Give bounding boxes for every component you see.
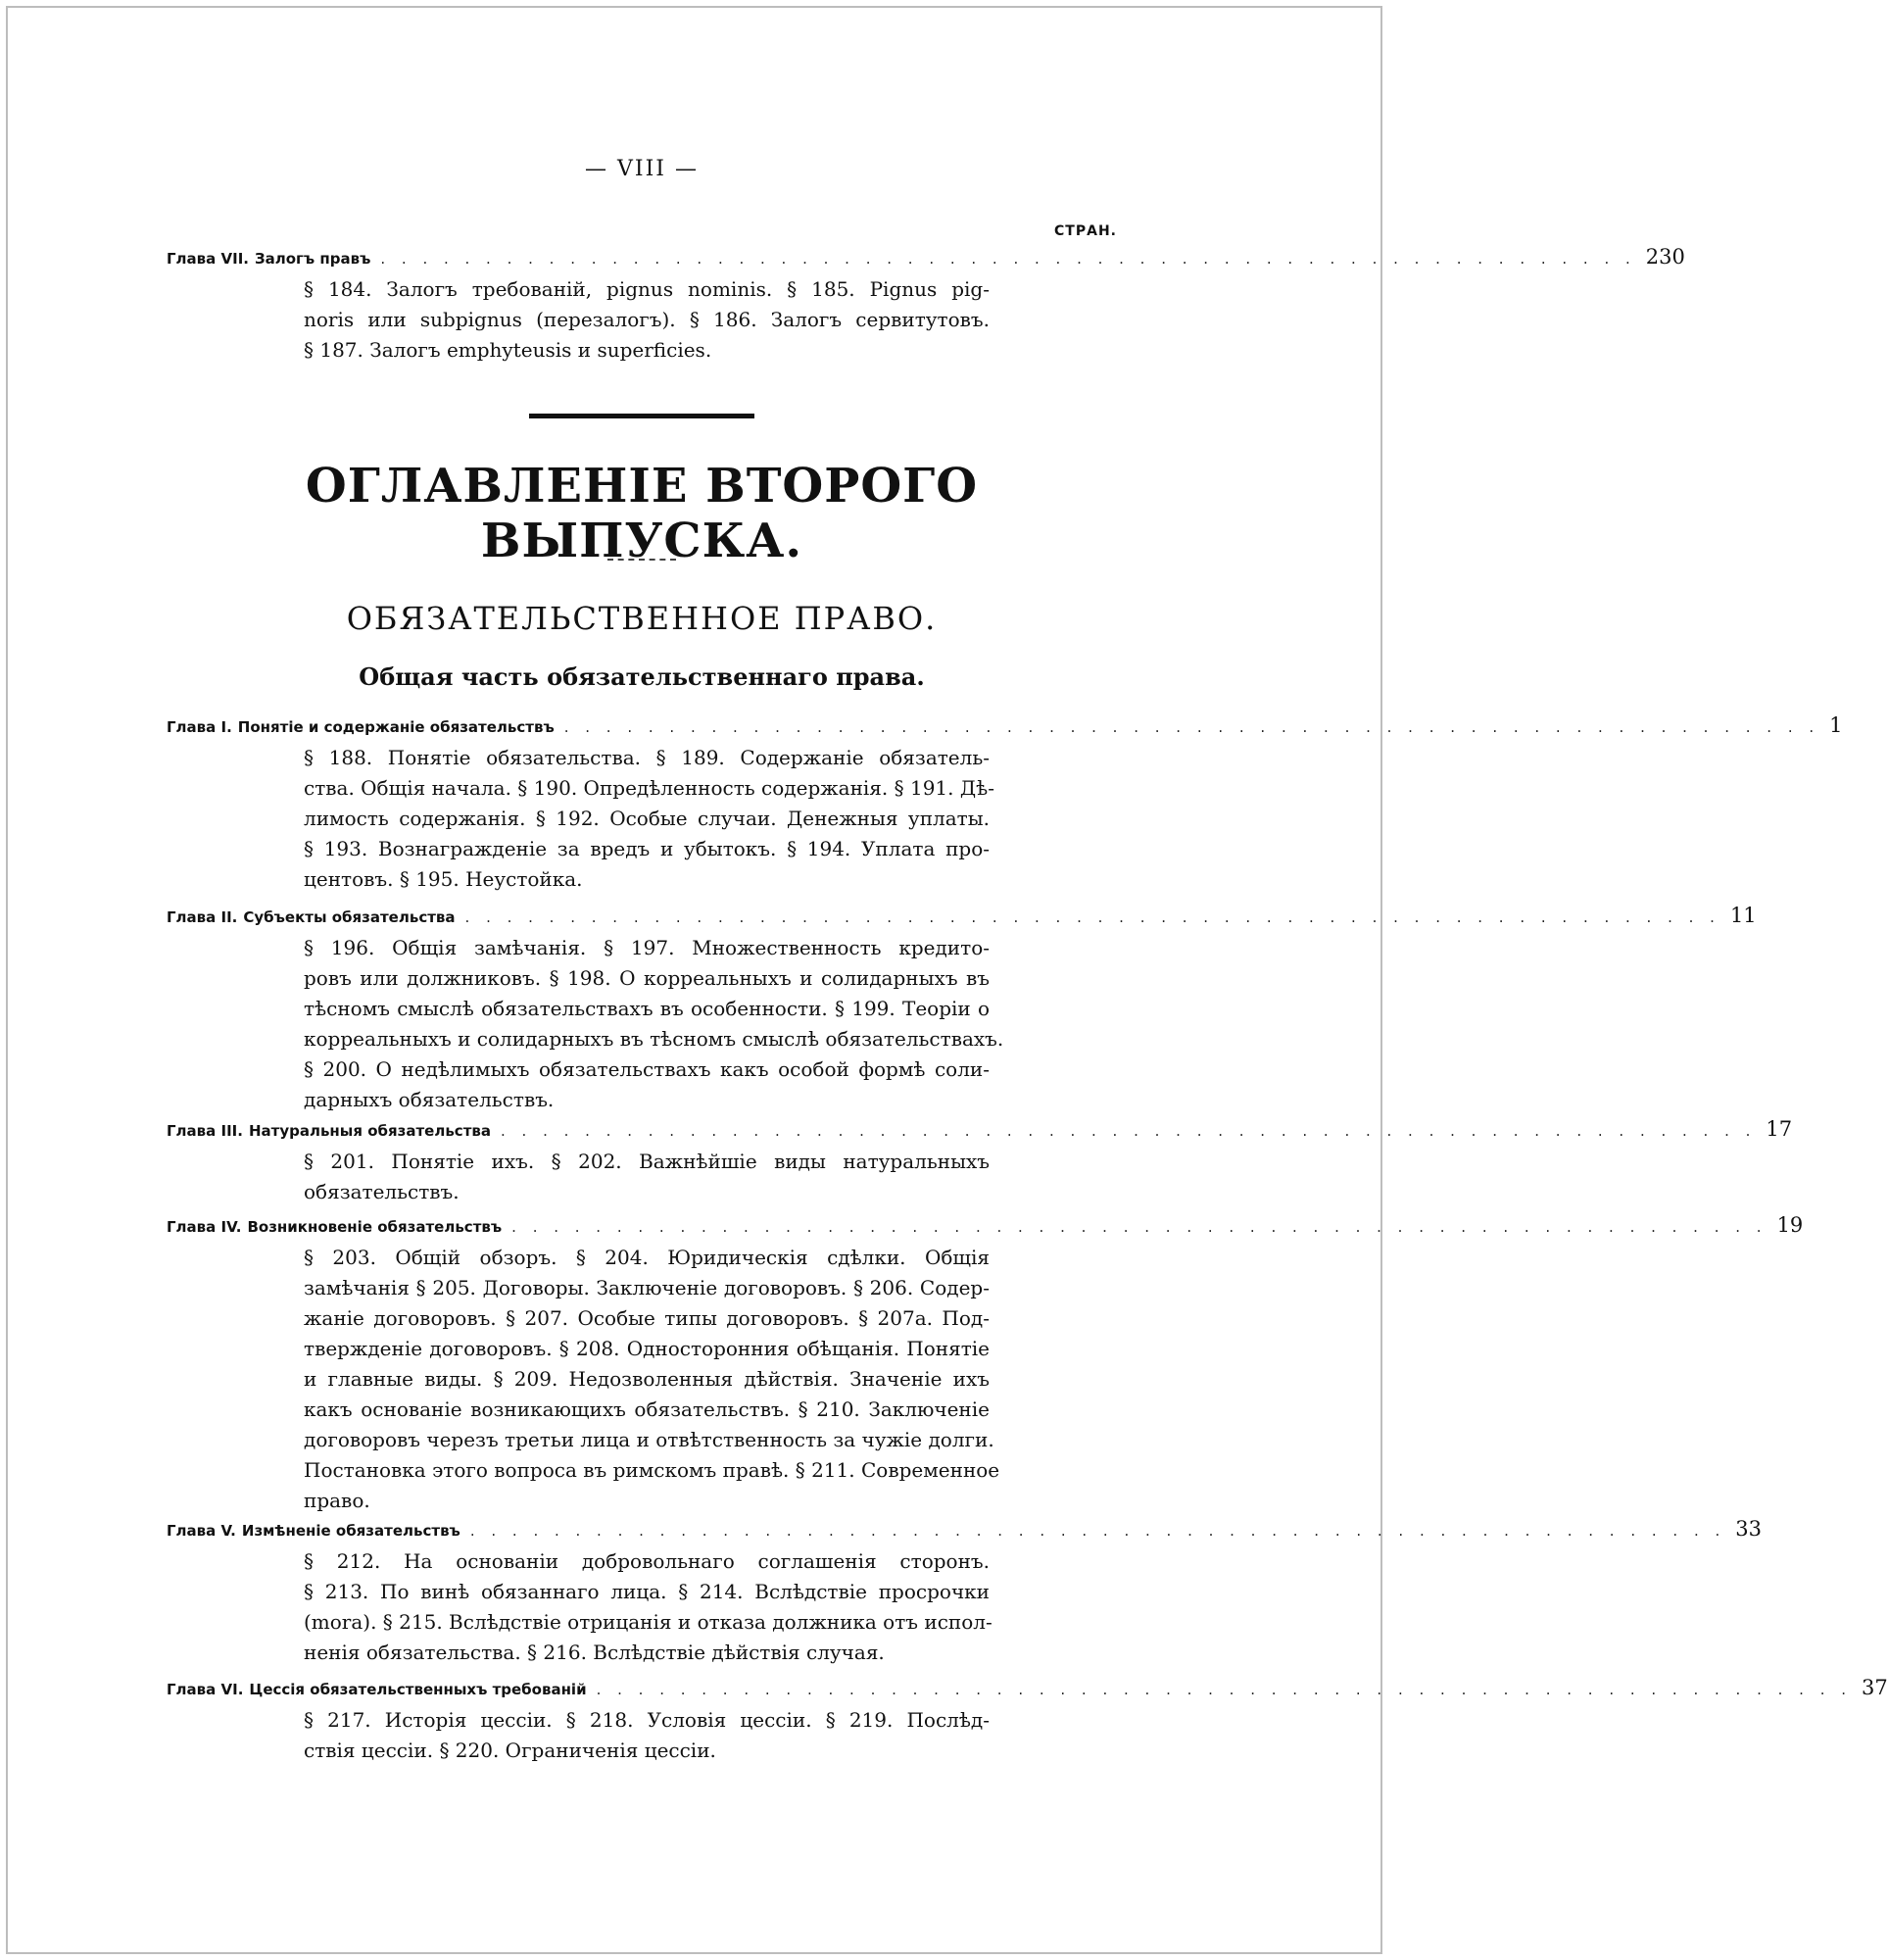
chapter-label: Глава VII. (167, 250, 249, 268)
document-page (167, 0, 1888, 1960)
chapter-page-number: 17 (1766, 1117, 1793, 1141)
toc-entry (167, 1517, 1762, 1668)
chapter-label: Глава I. (167, 718, 232, 736)
contents-line: § 217. Исторія цессіи. § 218. Условія цессіи. § 219. Послѣд- (304, 1708, 990, 1732)
chapter-label: Глава VI. (167, 1681, 244, 1698)
page-number: — VIII — (585, 157, 699, 181)
contents-line: лимость содержанія. § 192. Особые случаи. Денежныя уплаты. (304, 807, 990, 830)
contents-line: § 212. На основаніи добровольнаго соглашенія сторонъ. (304, 1549, 990, 1573)
contents-line: § 213. По винѣ обязаннаго лица. § 214. Вслѣдствіе просрочки (304, 1580, 990, 1603)
contents-line: корреальныхъ и солидарныхъ въ тѣсномъ смыслѣ обязательствахъ. (304, 1027, 1004, 1051)
chapter-title: Понятіе и содержаніе обязательствъ (237, 718, 555, 736)
toc-entry-glava-vii (167, 245, 1685, 366)
contents-line: тѣсномъ смыслѣ обязательствахъ въ особенности. § 199. Теоріи о (304, 997, 990, 1020)
contents-line: § 196. Общія замѣчанія. § 197. Множественность кредито- (304, 936, 990, 959)
contents-line: центовъ. § 195. Неустойка. (304, 867, 583, 891)
contents-line: какъ основаніе возникающихъ обязательствъ. § 210. Заключеніе (304, 1397, 990, 1421)
toc-entry (167, 1213, 1804, 1516)
toc-entry-heading (167, 245, 1685, 274)
toc-entry-heading (167, 713, 1843, 743)
contents-line: дарныхъ обязательствъ. (304, 1088, 555, 1111)
contents-line: § 184. Залогъ требованій, pignus nominis. § 185. Pignus pig- (304, 277, 990, 301)
contents-line: ровъ или должниковъ. § 198. О корреальныхъ и солидарныхъ въ (304, 966, 990, 990)
chapter-title: Субъекты обязательства (243, 908, 456, 926)
contents-line: § 188. Понятіе обязательства. § 189. Содержаніе обязатель- (304, 746, 990, 769)
chapter-title: Возникновеніе обязательствъ (247, 1218, 503, 1236)
contents-line: § 193. Вознагражденіе за вредъ и убытокъ. § 194. Уплата про- (304, 837, 990, 860)
chapter-title: Измѣненіе обязательствъ (241, 1522, 460, 1540)
chapter-page-number: 11 (1729, 904, 1757, 927)
contents-line: договоровъ черезъ третьи лица и отвѣтственность за чужіе долги. (304, 1428, 994, 1451)
toc-entry-heading (167, 1517, 1762, 1546)
dot-leader: . . . . . . . . . . . . . . . . . . . . . . . . . . . . . . . . . . . . . . . . . . . . . . . . . . . . . . . . . . . . (501, 1122, 1757, 1140)
dot-leader: . . . . . . . . . . . . . . . . . . . . . . . . . . . . . . . . . . . . . . . . . . . . . . . . . . . . . . . . . . . . (464, 908, 1720, 926)
chapter-page-number: 19 (1776, 1213, 1804, 1237)
toc-entry (167, 1117, 1793, 1207)
toc-entry (167, 713, 1843, 895)
contents-line: § 203. Общій обзоръ. § 204. Юридическія сдѣлки. Общія (304, 1246, 990, 1269)
contents-line: (mora). § 215. Вслѣдствіе отрицанія и отказа должника отъ испол- (304, 1610, 992, 1634)
chapter-title: Залогъ правъ (254, 250, 371, 268)
chapter-contents (304, 274, 990, 366)
contents-line: Постановка этого вопроса въ римскомъ правѣ. § 211. Современное (304, 1458, 1000, 1482)
chapter-contents (304, 933, 1004, 1115)
chapter-contents (304, 743, 994, 895)
contents-line: замѣчанія § 205. Договоры. Заключеніе договоровъ. § 206. Содер- (304, 1276, 990, 1299)
toc-entry (167, 1676, 1888, 1766)
contents-line: noris или subpignus (перезалогъ). § 186. Залогъ сервитутовъ. (304, 308, 990, 331)
section-divider-rule (529, 414, 754, 418)
chapter-page-number: 230 (1645, 245, 1685, 269)
contents-line: жаніе договоровъ. § 207. Особые типы договоровъ. § 207а. Под- (304, 1306, 990, 1330)
page-column-header: СТРАН. (1054, 223, 1117, 239)
chapter-label: Глава II. (167, 908, 238, 926)
dot-leader: . . . . . . . . . . . . . . . . . . . . . . . . . . . . . . . . . . . . . . . . . . . . . . . . . . . . . . . . . . . . (469, 1522, 1726, 1540)
toc-entry-heading (167, 1117, 1793, 1147)
chapter-contents (304, 1705, 990, 1766)
page-title: ОГЛАВЛЕНІЕ ВТОРОГО ВЫПУСКА. (305, 459, 979, 568)
contents-line: и главные виды. § 209. Недозволенныя дѣйствія. Значеніе ихъ (304, 1367, 990, 1391)
contents-line: ства. Общія начала. § 190. Опредѣленность содержанія. § 191. Дѣ- (304, 776, 994, 800)
chapter-title: Натуральныя обязательства (248, 1122, 491, 1140)
contents-line: § 201. Понятіе ихъ. § 202. Важнѣйшіе виды натуральныхъ (304, 1150, 990, 1173)
chapter-contents (304, 1147, 990, 1207)
toc-entry (167, 904, 1757, 1115)
toc-entry-heading (167, 904, 1757, 933)
chapter-page-number: 37 (1862, 1676, 1888, 1699)
chapter-title: Цессія обязательственныхъ требованій (249, 1681, 587, 1698)
dot-leader: . . . . . . . . . . . . . . . . . . . . . . . . . . . . . . . . . . . . . . . . . . . . . . . . . . . . . . . . . . . . (596, 1681, 1852, 1698)
contents-line: обязательствъ. (304, 1180, 460, 1203)
chapter-page-number: 1 (1829, 713, 1843, 737)
contents-line: ненія обязательства. § 216. Вслѣдствіе дѣйствія случая. (304, 1641, 885, 1664)
title-ornament (607, 559, 676, 563)
chapter-contents (304, 1243, 1000, 1516)
chapter-contents (304, 1546, 990, 1668)
contents-line: § 200. О недѣлимыхъ обязательствахъ какъ особой формѣ соли- (304, 1057, 990, 1081)
contents-line: ствія цессіи. § 220. Ограниченія цессіи. (304, 1739, 716, 1762)
chapter-label: Глава V. (167, 1522, 236, 1540)
section-title: ОБЯЗАТЕЛЬСТВЕННОЕ ПРАВО. (346, 600, 938, 637)
contents-line: право. (304, 1489, 370, 1512)
contents-line: § 187. Залогъ emphyteusis и superficies. (304, 338, 712, 362)
chapter-label: Глава IV. (167, 1218, 242, 1236)
dot-leader: . . . . . . . . . . . . . . . . . . . . . . . . . . . . . . . . . . . . . . . . . . . . . . . . . . . . . . . . . . . . (563, 718, 1820, 736)
dot-leader: . . . . . . . . . . . . . . . . . . . . . . . . . . . . . . . . . . . . . . . . . . . . . . . . . . . . . . . . . . . . (511, 1218, 1767, 1236)
chapter-page-number: 33 (1735, 1517, 1762, 1541)
dot-leader: . . . . . . . . . . . . . . . . . . . . . . . . . . . . . . . . . . . . . . . . . . . . . . . . . . . . . . . . . . . . (380, 250, 1636, 268)
contents-line: твержденіе договоровъ. § 208. Односторонния обѣщанія. Понятіе (304, 1337, 990, 1360)
subsection-title: Общая часть обязательственнаго права. (359, 662, 925, 691)
toc-entry-heading (167, 1676, 1888, 1705)
chapter-label: Глава III. (167, 1122, 243, 1140)
toc-entry-heading (167, 1213, 1804, 1243)
